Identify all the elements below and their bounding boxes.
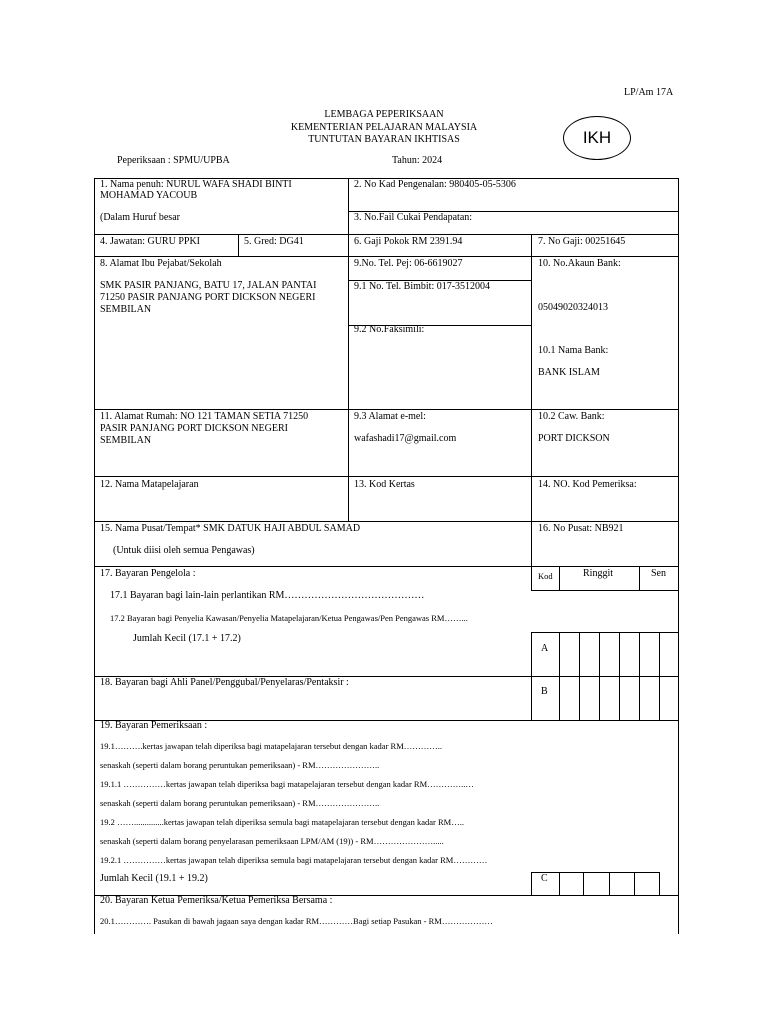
line-19-2-1: 19.2.1 ……………kertas jawapan telah diperiksa semula bagi matapelajaran tersebut dengan kadar RM………… <box>100 855 488 865</box>
code-c: C <box>541 873 548 884</box>
code-a: A <box>541 643 549 654</box>
field-gaji-pokok: 6. Gaji Pokok RM 2391.94 <box>354 236 463 247</box>
line-19-1: 19.1……….kertas jawapan telah diperiksa bagi matapelajaran tersebut dengan kadar RM………….. <box>100 741 443 751</box>
field-jawatan: 4. Jawatan: GURU PPKI <box>100 236 200 247</box>
line-20-1: 20.1…………. Pasukan di bawah jagaan saya dengan kadar RM…………Bagi setiap Pasukan - RM……………… <box>100 916 493 926</box>
hline <box>94 256 679 257</box>
hline <box>94 409 679 410</box>
jumlah-19: Jumlah Kecil (19.1 + 19.2) <box>100 873 208 884</box>
vline <box>559 566 560 590</box>
vline <box>599 632 600 720</box>
vline <box>348 178 349 521</box>
vline <box>559 872 560 895</box>
field-alamat-rumah-line2: PASIR PANJANG PORT DICKSON NEGERI <box>100 423 288 434</box>
section-17-title: 17. Bayaran Pengelola : <box>100 568 196 579</box>
field-pusat-note: (Untuk diisi oleh semua Pengawas) <box>113 545 255 556</box>
line-17-1: 17.1 Bayaran bagi lain-lain perlantikan RM…………………………………… <box>110 590 425 601</box>
field-kod-kertas: 13. Kod Kertas <box>354 479 415 490</box>
jumlah-17: Jumlah Kecil (17.1 + 17.2) <box>133 633 241 644</box>
field-kad-pengenalan: 2. No Kad Pengenalan: 980405-05-5306 <box>354 179 516 190</box>
line-17-2: 17.2 Bayaran bagi Penyelia Kawasan/Penyelia Matapelajaran/Ketua Pengawas/Pen Pengawas RM……... <box>110 613 468 623</box>
vline <box>619 632 620 720</box>
form-code: LP/Am 17A <box>624 87 674 98</box>
vline <box>531 566 532 590</box>
ringgit-header: Ringgit <box>583 568 614 579</box>
field-caw-label: 10.2 Caw. Bank: <box>538 411 605 422</box>
section-20-title: 20. Bayaran Ketua Pemeriksa/Ketua Pemeriksa Bersama : <box>100 895 333 906</box>
vline <box>634 872 635 895</box>
field-akaun-label: 10. No.Akaun Bank: <box>538 258 621 269</box>
vline <box>579 632 580 720</box>
vline <box>531 234 532 566</box>
field-nama-bank-value: BANK ISLAM <box>538 367 600 378</box>
vline <box>639 566 640 590</box>
field-tel-pejabat: 9.No. Tel. Pej: 06-6619027 <box>354 258 463 269</box>
line-19-2-cont: senaskah (seperti dalam borang penyelarasan pemeriksaan LPM/AM (19)) - RM…………………..... <box>100 836 444 846</box>
vline <box>531 632 532 720</box>
field-nama-penuh: 1. Nama penuh: NURUL WAFA SHADI BINTI <box>100 179 292 190</box>
field-alamat-pejabat-line1: SMK PASIR PANJANG, BATU 17, JALAN PANTAI <box>100 280 317 291</box>
hline <box>531 632 679 633</box>
header-ministry: KEMENTERIAN PELAJARAN MALAYSIA <box>290 122 478 133</box>
field-emel-label: 9.3 Alamat e-mel: <box>354 411 426 422</box>
kod-header: Kod <box>538 571 553 581</box>
field-akaun-value: 05049020324013 <box>538 302 608 313</box>
field-caw-value: PORT DICKSON <box>538 433 610 444</box>
hline <box>94 521 679 522</box>
code-b: B <box>541 686 548 697</box>
header-org: LEMBAGA PEPERIKSAAN <box>324 109 444 120</box>
border-left <box>94 178 95 934</box>
field-alamat-pejabat-line2: 71250 PASIR PANJANG PORT DICKSON NEGERI <box>100 292 316 303</box>
field-alamat-rumah-line3: SEMBILAN <box>100 435 152 446</box>
year-label: Tahun: 2024 <box>392 155 443 166</box>
field-pusat: 15. Nama Pusat/Tempat* SMK DATUK HAJI ABDUL SAMAD <box>100 523 361 534</box>
hline <box>531 872 659 873</box>
field-alamat-pejabat-line3: SEMBILAN <box>100 304 152 315</box>
vline <box>559 632 560 720</box>
vline <box>659 872 660 895</box>
field-matapelajaran: 12. Nama Matapelajaran <box>100 479 199 490</box>
field-emel-value: wafashadi17@gmail.com <box>354 433 457 444</box>
ikh-badge: IKH <box>563 116 631 160</box>
hline <box>94 476 679 477</box>
sen-header: Sen <box>651 568 666 579</box>
vline <box>531 872 532 895</box>
header-title: TUNTUTAN BAYARAN IKHTISAS <box>308 134 460 145</box>
exam-label: Peperiksaan : SPMU/UPBA <box>117 155 230 166</box>
hline <box>531 590 679 591</box>
field-kod-pemeriksa: 14. NO. Kod Pemeriksa: <box>538 479 637 490</box>
field-faksimili: 9.2 No.Faksimili: <box>354 324 425 335</box>
field-tel-bimbit: 9.1 No. Tel. Bimbit: 017-3512004 <box>354 281 491 292</box>
vline <box>583 872 584 895</box>
border-right <box>678 178 679 934</box>
field-nama-penuh-cont: MOHAMAD YACOUB <box>100 190 198 201</box>
field-nama-bank-label: 10.1 Nama Bank: <box>538 345 609 356</box>
line-19-1-cont: senaskah (seperti dalam borang peruntukan pemeriksaan) - RM………………….. <box>100 760 380 770</box>
hline <box>94 234 679 235</box>
line-19-1-1-cont: senaskah (seperti dalam borang peruntukan pemeriksaan) - RM………………….. <box>100 798 380 808</box>
field-gred: 5. Gred: DG41 <box>244 236 304 247</box>
line-19-1-1: 19.1.1 ……………kertas jawapan telah diperiksa bagi matapelajaran tersebut dengan kadar RM…………..… <box>100 779 474 789</box>
line-19-2: 19.2 ……..............kertas jawapan telah diperiksa semula bagi matapelajaran tersebut dengan kadar RM….. <box>100 817 464 827</box>
hline <box>94 566 679 567</box>
vline <box>639 632 640 720</box>
field-alamat-rumah-line1: 11. Alamat Rumah: NO 121 TAMAN SETIA 71250 <box>100 411 309 422</box>
field-no-pusat: 16. No Pusat: NB921 <box>538 523 624 534</box>
vline <box>609 872 610 895</box>
section-19-title: 19. Bayaran Pemeriksaan : <box>100 720 208 731</box>
vline <box>659 632 660 720</box>
field-fail-cukai: 3. No.Fail Cukai Pendapatan: <box>354 212 473 223</box>
field-alamat-pejabat-label: 8. Alamat Ibu Pejabat/Sekolah <box>100 258 222 269</box>
vline <box>238 234 239 256</box>
field-huruf-besar: (Dalam Huruf besar <box>100 212 180 223</box>
section-18-title: 18. Bayaran bagi Ahli Panel/Penggubal/Penyelaras/Pentaksir : <box>100 677 349 688</box>
field-no-gaji: 7. No Gaji: 00251645 <box>538 236 626 247</box>
